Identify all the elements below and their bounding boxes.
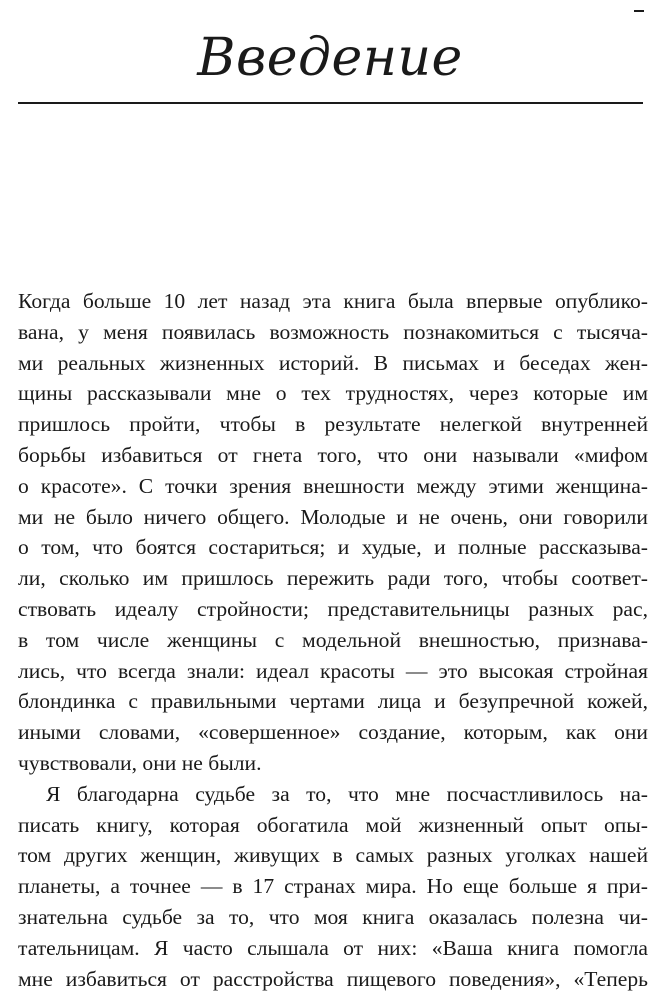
text-line: борьбы избавиться от гнета того, что они называли «мифом — [18, 442, 648, 467]
text-line: ми реальных жизненных историй. В письмах и беседах жен- — [18, 350, 648, 375]
text-line: знательна судьбе за то, что моя книга оказалась полезна чи- — [18, 904, 648, 929]
top-corner-rule — [634, 10, 644, 12]
paragraph — [18, 779, 648, 994]
text-line: писать книгу, которая обогатила мой жизненный опыт опы- — [18, 812, 648, 837]
text-line: Я благодарна судьбе за то, что мне посчастливилось на- — [46, 781, 648, 806]
text-line: в том числе женщины с модельной внешностью, признава- — [18, 627, 648, 652]
text-line: иными словами, «совершенное» создание, которым, как они — [18, 720, 648, 745]
body-text — [18, 286, 648, 994]
text-line: планеты, а точнее — в 17 странах мира. Но еще больше я при- — [18, 874, 648, 899]
text-line: ми не было ничего общего. Молодые и не очень, они говорили — [18, 504, 648, 529]
text-line: вана, у меня появилась возможность познакомиться с тысяча- — [18, 319, 648, 344]
text-line: щины рассказывали мне о тех трудностях, через которые им — [18, 381, 648, 406]
text-line: чувствовали, они не были. — [18, 750, 262, 775]
text-line: тательницам. Я часто слышала от них: «Ваша книга помогла — [18, 935, 648, 960]
text-line: ствовать идеалу стройности; представительницы разных рас, — [18, 596, 648, 621]
text-line: о том, что боятся состариться; и худые, и полные рассказыва- — [18, 535, 648, 560]
text-line: мне избавиться от расстройства пищевого поведения», «Теперь — [18, 966, 648, 991]
chapter-title: Введение — [197, 28, 463, 88]
paragraph — [18, 286, 648, 779]
text-line: лись, что всегда знали: идеал красоты — это высокая стройная — [18, 658, 648, 683]
text-line: ли, сколько им пришлось пережить ради того, чтобы соответ- — [18, 566, 648, 591]
text-line: о красоте». С точки зрения внешности между этими женщина- — [18, 473, 648, 498]
text-line: том других женщин, живущих в самых разных уголках нашей — [18, 843, 648, 868]
text-line: блондинка с правильными чертами лица и безупречной кожей, — [18, 689, 648, 714]
text-line: пришлось пройти, чтобы в результате нелегкой внутренней — [18, 412, 648, 437]
text-line: Когда больше 10 лет назад эта книга была впервые опублико- — [18, 289, 648, 313]
title-underline-rule — [18, 102, 643, 104]
